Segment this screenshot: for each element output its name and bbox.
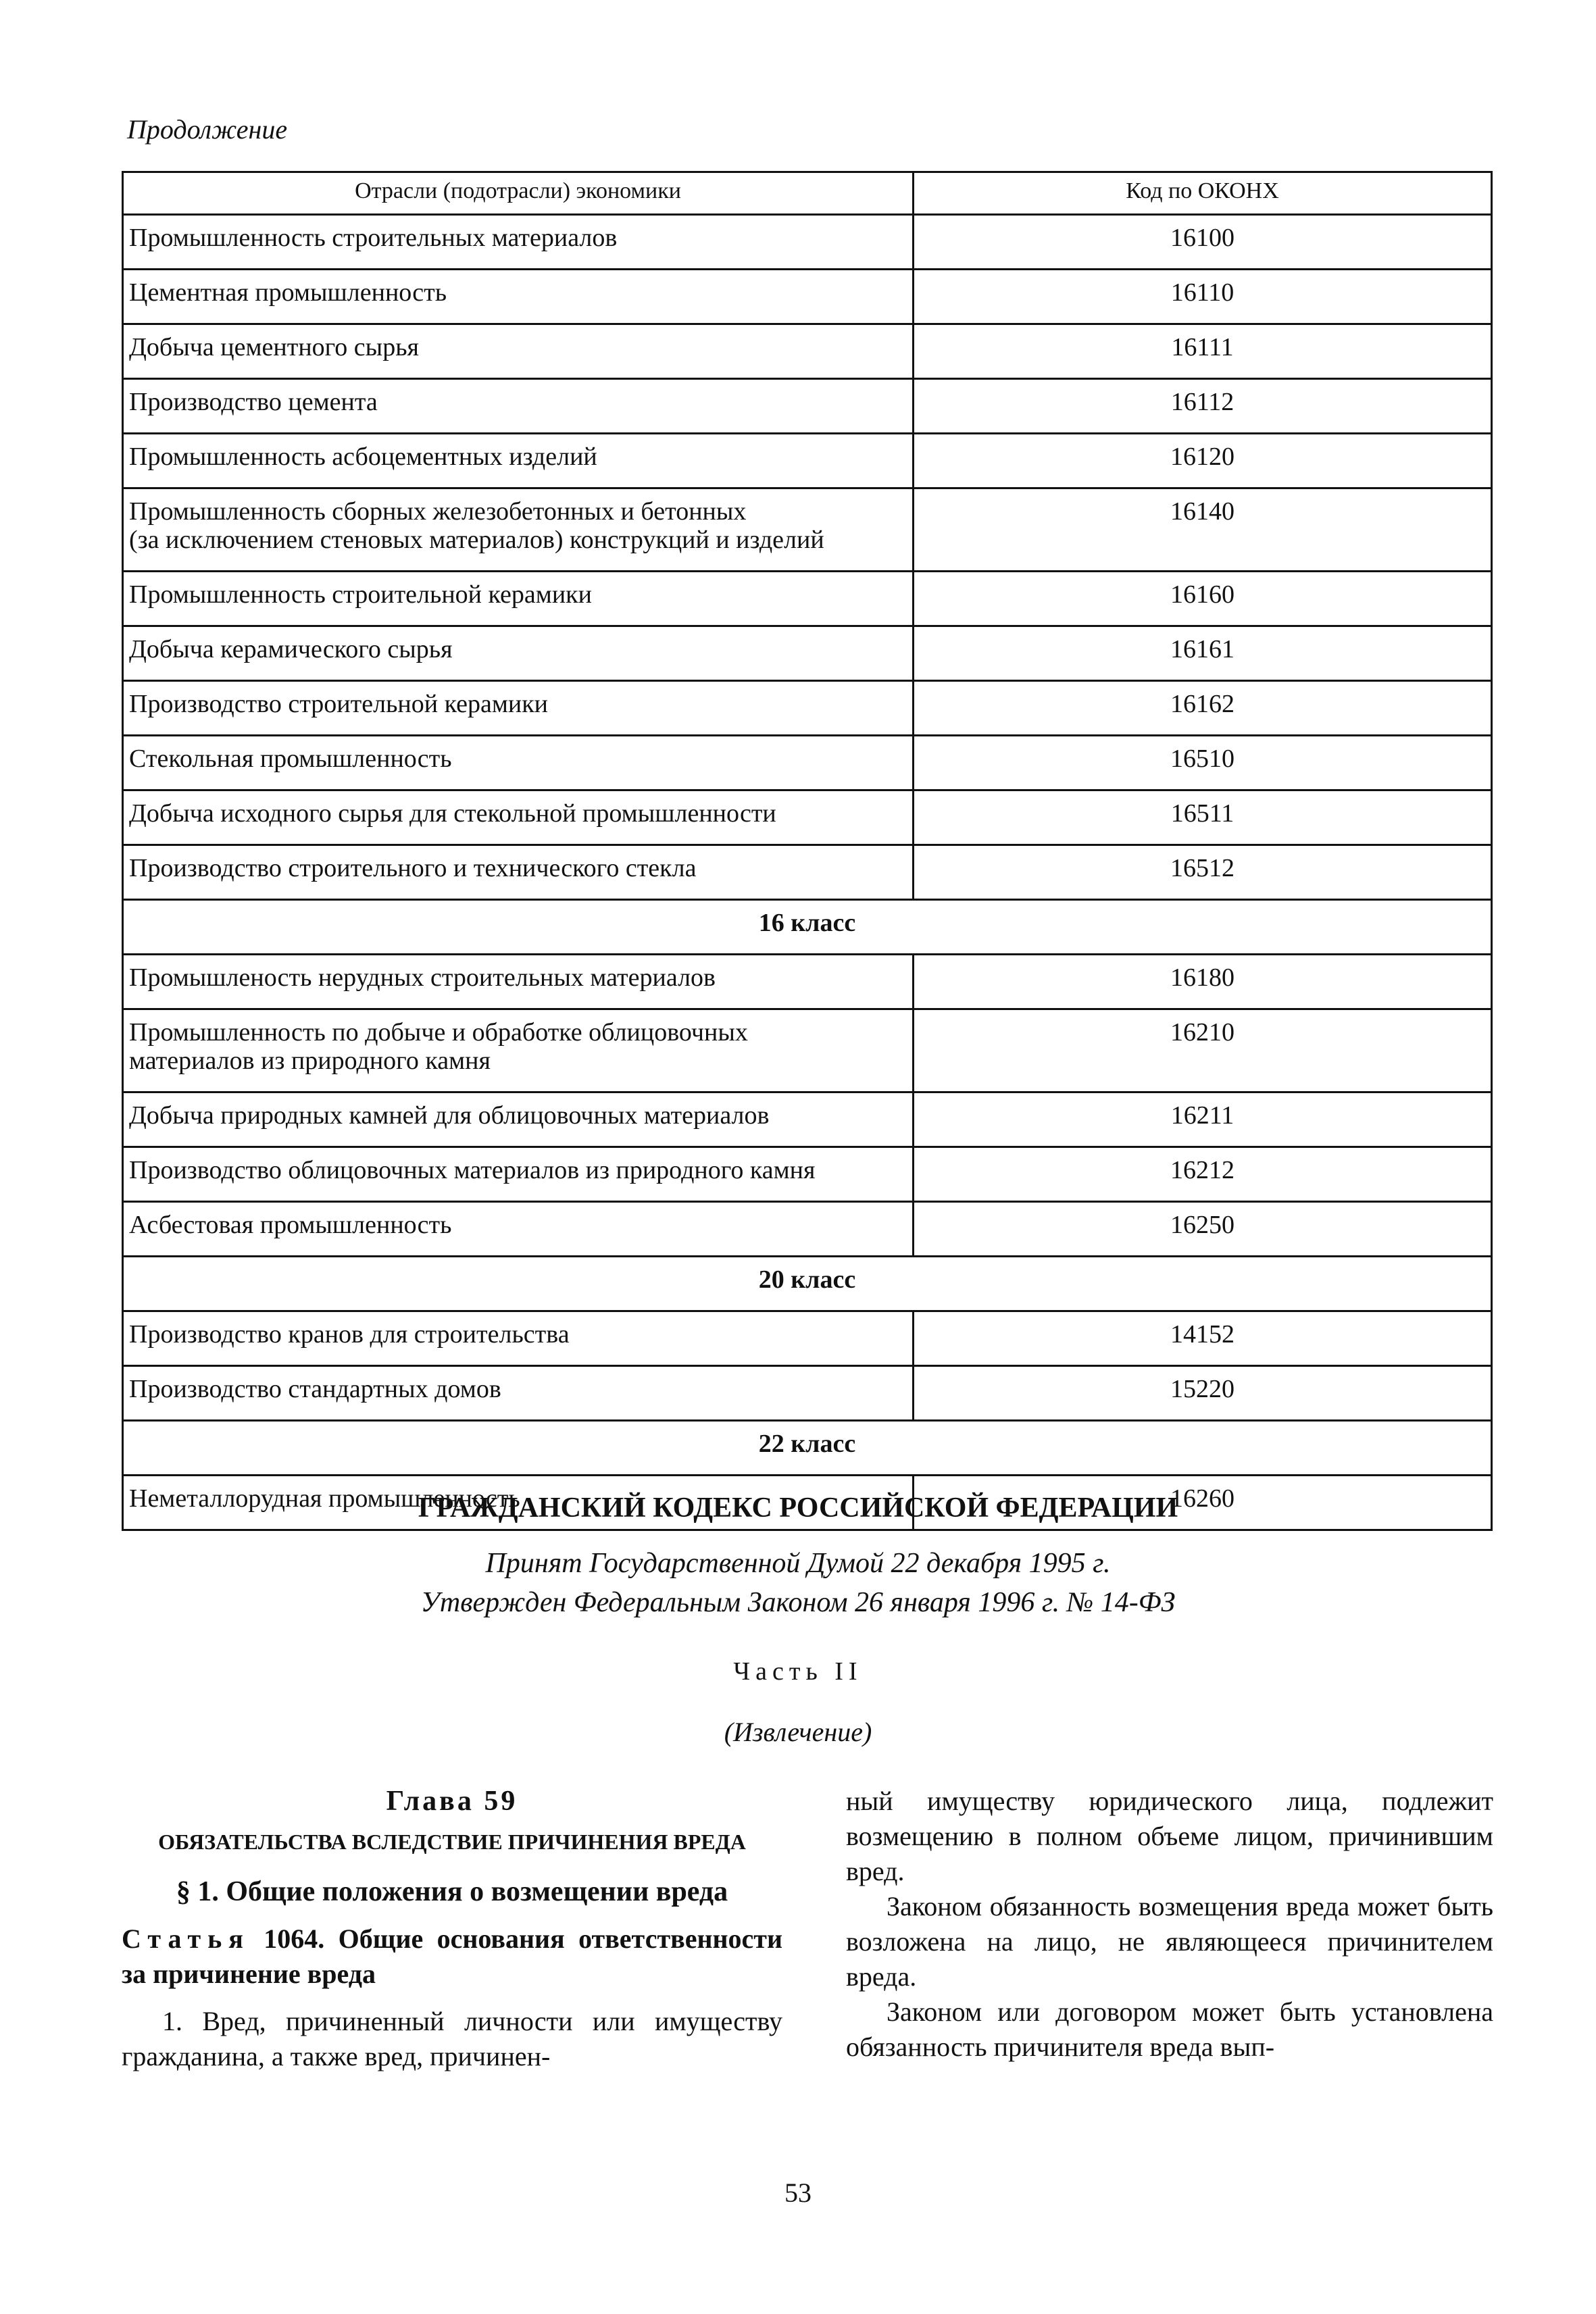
code-cell: 16511 [914,790,1492,845]
industry-cell: Производство строительной керамики [123,681,914,736]
code-cell: 16160 [914,572,1492,626]
table-row [123,845,1492,900]
paragraph: Законом обязанность возмещения вреда может быть возложена на лицо, не являющееся причинителем вреда. [846,1891,1493,1992]
adopted-line: Принят Государственной Думой 22 декабря 1995 г. [485,1548,1111,1579]
right-column [846,1784,1493,2065]
table-row [123,1202,1492,1257]
table-row [123,379,1492,434]
code-cell: 16140 [914,488,1492,572]
industry-cell: Цементная промышленность [123,270,914,324]
industry-cell: Промышленость нерудных строительных материалов [123,955,914,1009]
code-cell: 16512 [914,845,1492,900]
industry-cell: Производство стандартных домов [123,1366,914,1421]
industry-line: Промышленность по добыче и обработке облицовочных [129,1018,748,1047]
table-row [123,790,1492,845]
class-row [123,900,1492,955]
table-row [123,434,1492,488]
code-cell: 16180 [914,955,1492,1009]
paragraph: Законом или договором может быть установлена обязанность причинителя вреда вып- [846,1996,1493,2062]
article-label: Статья [122,1923,250,1954]
industry-cell: Неметаллорудная промышленность [123,1476,914,1530]
code-title: ГРАЖДАНСКИЙ КОДЕКС РОССИЙСКОЙ ФЕДЕРАЦИИ [418,1492,1178,1524]
table-row [123,1092,1492,1147]
industry-cell: Асбестовая промышленность [123,1202,914,1257]
code-cell: 16162 [914,681,1492,736]
class-label: 16 класс [123,900,1492,955]
approved-line: Утвержден Федеральным Законом 26 января 1996 г. № 14-ФЗ [420,1587,1176,1618]
code-cell: 16212 [914,1147,1492,1202]
code-cell: 16260 [914,1476,1492,1530]
table-row [123,681,1492,736]
article-title: 1064. Общие основания ответственности за причинение вреда [122,1923,782,1989]
code-cell: 16120 [914,434,1492,488]
chapter-title: ОБЯЗАТЕЛЬСТВА ВСЛЕДСТВИЕ ПРИЧИНЕНИЯ ВРЕДА [158,1830,746,1854]
table-row [123,1147,1492,1202]
industry-cell: Добыча природных камней для облицовочных материалов [123,1092,914,1147]
code-cell: 16161 [914,626,1492,681]
industry-cell [123,488,914,572]
code-cell: 16250 [914,1202,1492,1257]
industry-cell: Промышленность строительных материалов [123,215,914,270]
industry-line: Промышленность сборных железобетонных и бетонных [129,497,747,526]
code-cell: 15220 [914,1366,1492,1421]
industry-cell: Промышленность асбоцементных изделий [123,434,914,488]
industry-line: материалов из природного камня [129,1047,491,1075]
left-column [122,1784,782,2074]
code-cell: 16111 [914,324,1492,379]
code-cell: 16210 [914,1009,1492,1092]
code-cell: 16211 [914,1092,1492,1147]
industry-cell: Добыча цементного сырья [123,324,914,379]
code-cell: 16110 [914,270,1492,324]
continuation-label: Продолжение [127,114,288,145]
class-row [123,1421,1492,1476]
industry-cell: Промышленность строительной керамики [123,572,914,626]
code-cell: 16112 [914,379,1492,434]
table-header-row [123,172,1492,215]
industry-line: (за исключением стеновых материалов) конструкций и изделий [129,526,824,554]
class-label: 22 класс [123,1421,1492,1476]
extract-label: (Извлечение) [724,1717,872,1747]
header-industry: Отрасли (подотрасли) экономики [123,172,914,215]
industry-cell: Добыча керамического сырья [123,626,914,681]
okonh-table [122,171,1493,1531]
industry-cell: Производство облицовочных материалов из природного камня [123,1147,914,1202]
page-number: 53 [784,2178,812,2208]
table-row [123,1311,1492,1366]
table-row [123,572,1492,626]
code-cell: 14152 [914,1311,1492,1366]
table-row [123,1009,1492,1092]
table-row [123,215,1492,270]
table-row [123,488,1492,572]
class-row [123,1257,1492,1311]
table-row [123,626,1492,681]
chapter-heading: Глава 59 [386,1786,518,1817]
class-label: 20 класс [123,1257,1492,1311]
industry-cell: Производство цемента [123,379,914,434]
industry-cell: Производство кранов для строительства [123,1311,914,1366]
industry-cell [123,1009,914,1092]
table-row [123,270,1492,324]
table-row [123,1366,1492,1421]
header-code: Код по ОКОНХ [914,172,1492,215]
industry-cell: Производство строительного и технического стекла [123,845,914,900]
table-row [123,736,1492,790]
industry-cell: Стекольная промышленность [123,736,914,790]
table-row [123,955,1492,1009]
table-row [123,324,1492,379]
industry-cell: Добыча исходного сырья для стекольной промышленности [123,790,914,845]
article-heading [122,1921,782,1992]
code-cell: 16100 [914,215,1492,270]
code-cell: 16510 [914,736,1492,790]
part-label: Часть II [733,1657,863,1686]
section-heading: § 1. Общие положения о возмещении вреда [176,1876,728,1907]
paragraph: ный имуществу юридического лица, подлежит возмещению в полном объеме лицом, причинившим вред. [846,1786,1493,1886]
paragraph: 1. Вред, причиненный личности или имуществу гражданина, а также вред, причинен- [122,2006,782,2071]
